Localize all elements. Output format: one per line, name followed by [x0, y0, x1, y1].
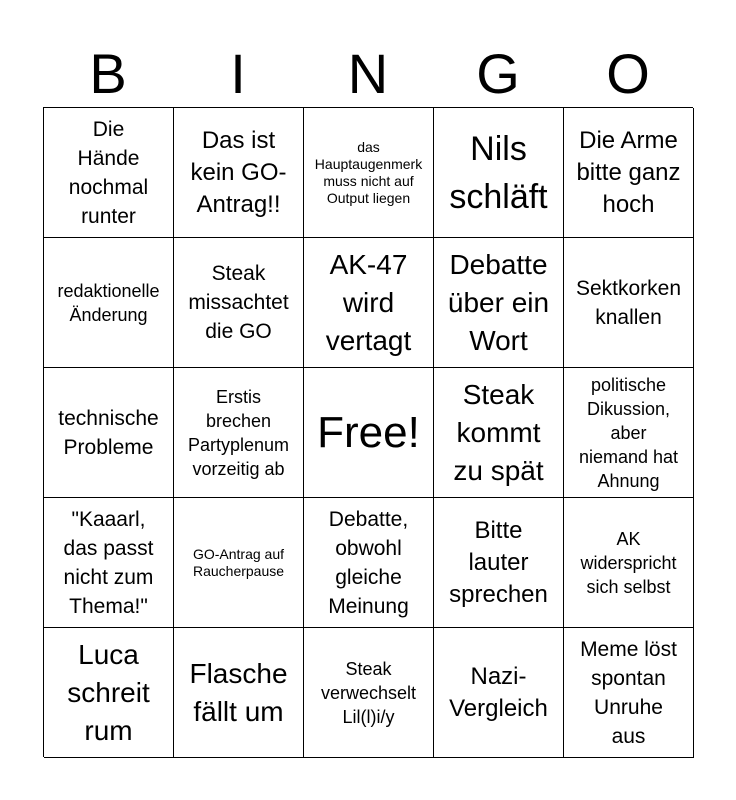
cell-text: Nils schläft — [449, 129, 548, 216]
cell-text: AK-47 wird vertagt — [325, 248, 412, 356]
bingo-grid — [43, 107, 693, 757]
cell-text: Erstis brechen Partyplenum vorzeitig ab — [187, 386, 290, 479]
bingo-cell[interactable] — [304, 238, 434, 368]
bingo-cell[interactable] — [174, 498, 304, 628]
cell-text: Steak kommt zu spät — [453, 378, 544, 486]
free-space[interactable] — [304, 368, 434, 498]
cell-text: Debatte über ein Wort — [447, 248, 550, 356]
bingo-cell[interactable] — [44, 368, 174, 498]
header-letter-g: G — [476, 42, 520, 105]
bingo-cell[interactable] — [174, 238, 304, 368]
cell-text: Steak verwechselt Lil(l)i/y — [320, 658, 417, 727]
bingo-cell[interactable] — [44, 498, 174, 628]
cell-text: Flasche fällt um — [189, 657, 288, 727]
header-letter-n: N — [347, 42, 389, 105]
bingo-cell[interactable] — [564, 498, 694, 628]
cell-text: technische Probleme — [58, 406, 159, 459]
cell-text: Die Hände nochmal runter — [68, 117, 149, 228]
bingo-cell[interactable] — [434, 108, 564, 238]
header-letter-i: I — [230, 42, 246, 105]
cell-text: Die Arme bitte ganz hoch — [576, 126, 681, 218]
cell-text: "Kaaarl, das passt nicht zum Thema!" — [63, 507, 154, 618]
cell-text: Steak missachtet die GO — [188, 262, 289, 343]
bingo-cell[interactable] — [434, 628, 564, 758]
bingo-cell[interactable] — [564, 108, 694, 238]
bingo-cell[interactable] — [304, 108, 434, 238]
header-letter-b: B — [89, 42, 127, 105]
bingo-cell[interactable] — [174, 108, 304, 238]
bingo-cell[interactable] — [44, 108, 174, 238]
bingo-cell[interactable] — [44, 238, 174, 368]
cell-text: Meme löst spontan Unruhe aus — [580, 637, 677, 748]
cell-text: Das ist kein GO- Antrag!! — [190, 126, 287, 218]
cell-text: das Hauptaugenmerk muss nicht auf Output liegen — [314, 138, 423, 206]
bingo-cell[interactable] — [44, 628, 174, 758]
cell-text: Nazi- Vergleich — [449, 662, 548, 722]
bingo-cell[interactable] — [564, 238, 694, 368]
cell-text: Luca schreit rum — [67, 638, 150, 746]
bingo-cell[interactable] — [304, 498, 434, 628]
header-letter-o: O — [606, 42, 650, 105]
cell-text: Free! — [317, 407, 420, 457]
cell-text: AK widerspricht sich selbst — [580, 528, 677, 597]
bingo-cell[interactable] — [434, 498, 564, 628]
bingo-cell[interactable] — [174, 368, 304, 498]
bingo-cell[interactable] — [434, 368, 564, 498]
bingo-cell[interactable] — [564, 628, 694, 758]
bingo-cell[interactable] — [304, 628, 434, 758]
cell-text: Sektkorken knallen — [575, 276, 682, 329]
bingo-cell[interactable] — [174, 628, 304, 758]
cell-text: GO-Antrag auf Raucherpause — [192, 545, 285, 579]
bingo-cell[interactable] — [564, 368, 694, 498]
cell-text: Bitte lauter sprechen — [449, 516, 548, 608]
cell-text: politische Dikussion, aber niemand hat Ahnung — [578, 374, 679, 491]
bingo-header — [43, 40, 693, 108]
cell-text: Debatte, obwohl gleiche Meinung — [328, 507, 409, 618]
cell-text: redaktionelle Änderung — [57, 280, 160, 325]
bingo-cell[interactable] — [434, 238, 564, 368]
